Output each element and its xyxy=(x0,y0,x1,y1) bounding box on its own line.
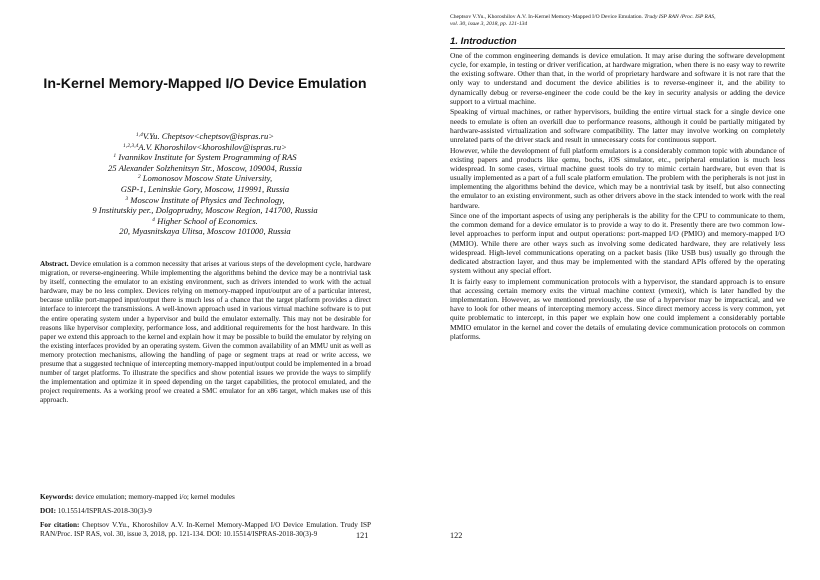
affiliation-line xyxy=(20,216,390,227)
author-superscript: 1,4 xyxy=(135,132,143,138)
affiliation-line xyxy=(20,163,390,174)
section-heading: 1. Introduction xyxy=(450,36,517,47)
affiliation-superscript: 3 xyxy=(125,195,129,202)
citation-label: For citation: xyxy=(40,521,80,529)
affiliation-superscript: 1 xyxy=(113,153,117,160)
abstract-text: Device emulation is a common necessity that arises at various steps of the development cycle, hardware migration, or reverse-engineering. While implementing the algorithms behind the device may be a nontrivial task by itself, connecting the emulator to an existing environment, such as drivers intended to work with the actual hardware, may be no less complex. Devices relying on memory-mapped input/output are of a particular interest, because unlike port-mapped input/output there is much less of a chance that the target platform provides a direct interface to intercept the transmissions. A well-known approach used in various virtual machine software is to put the entire operating system under a hypervisor and build the emulator externally. This may not be desirable for reasons like hypervisor complexity, performance loss, and additional requirements for the host hardware. In this paper we extend this approach to the kernel and explain how it may be possible to build the emulator by relying on the existing interfaces provided by an operating system. Given the common availability of an MMU unit as well as memory protection mechanisms, allowing the handling of page or segment traps at read or write access, we presume that a suggested technique of intercepting memory-mapped input/output could be implemented in a broad number of target platforms. To illustrate the specifics and show potential issues we provide the ways to simplify the implementation and optimize it in speed depending on the target capabilities, the protocol emulated, and the project requirements. As a working proof we created a SMC emulator for an x86 target, which makes use of this approach. xyxy=(40,260,372,405)
author-name: V.Yu. Cheptsov<cheptsov@ispras.ru> xyxy=(142,131,275,141)
author-line xyxy=(20,142,390,153)
keywords-label: Keywords: xyxy=(40,493,74,501)
abstract-label: Abstract. xyxy=(40,260,69,268)
affiliation-text: Ivannikov Institute for System Programming of RAS xyxy=(118,152,297,163)
affiliation-line xyxy=(20,152,390,163)
abstract xyxy=(40,260,371,406)
paper-title: In-Kernel Memory-Mapped I/O Device Emulation xyxy=(43,76,367,92)
paragraph: However, while the development of full platform emulators is a considerably common topic with abundance of existing papers and products like qemu, bochs, iOS simulator, etc., peripheral emulation is much less widespread. In some cases, virtual machine guest tools do try to mimic certain hardware, but even that is usually implemented as a part of a full scale platform emulation. The problem with the peripherals is not just in implementing the algorithms behind the device, which may be a nontrivial task by itself, but also connecting the emulator to an existing environment, such as other drivers above in the stack intended to work with the real hardware. xyxy=(450,145,785,210)
page-number: 122 xyxy=(450,531,463,540)
affiliation-superscript: 4 xyxy=(152,216,155,223)
affiliation-line xyxy=(20,195,390,206)
affiliation-text: Higher School of Economics. xyxy=(157,215,258,226)
page-number: 121 xyxy=(356,531,369,540)
affiliation-text: 20, Myasnitskaya Ulitsa, Moscow 101000, Russia xyxy=(119,226,291,237)
paragraph: It is fairly easy to implement communication protocols with a hypervisor, the standard approach is to ensure that accessing certain memory exits the virtual machine context (vmexit), which is later handled by the implementation. However, as we mentioned previously, the use of a hypervisor may be impractical, and we have to look for other means of intercepting memory access. Since direct memory access is very common, yet quite problematic to intercept, in this paper we explain how one could implement a considerably portable MMIO emulator in the kernel and cover the details of emulating device communication protocols on common platforms. xyxy=(450,276,785,341)
running-head-text: Cheptsov V.Yu., Khoroshilov A.V. In-Kernel Memory-Mapped I/O Device Emulation. xyxy=(450,14,643,20)
paragraph: Since one of the important aspects of using any peripherals is the ability for the CPU to communicate to them, the common demand for a device emulator is to provide a way to do it. Presently there are two common low-level approaches to perform input and output operations: port-mapped I/O (PMIO) and memory-mapped I/O (MMIO). While there are other ways such as involving some dedicated hardware, they are relatively less widespread. High-level communications operating on a packet basis (like USB bus) usually go through the dedicated abstraction layer, and thus may be implemented with the standard APIs offered by the operating system without any special effort. xyxy=(450,211,785,276)
doi-label: DOI: xyxy=(40,507,56,515)
right-page xyxy=(410,0,820,580)
affiliation-text: GSP-1, Leninskie Gory, Moscow, 119991, Russia xyxy=(120,183,290,194)
affiliation-line xyxy=(20,205,390,216)
affiliation-line xyxy=(20,184,390,195)
doi-text: 10.15514/ISPRAS-2018-30(3)-9 xyxy=(57,507,152,515)
doi xyxy=(40,507,371,516)
affiliation-line xyxy=(20,226,390,237)
affiliation-text: Moscow Institute of Physics and Technology, xyxy=(130,194,285,205)
running-head xyxy=(450,14,785,28)
keywords-text: device emulation; memory-mapped i/o; kernel modules xyxy=(75,493,235,501)
body-text xyxy=(450,51,785,342)
keywords xyxy=(40,493,371,502)
running-head-volume: vol. 30, issue 3, 2018, pp. 121-134 xyxy=(450,21,528,27)
affiliation-superscript: 2 xyxy=(137,174,141,181)
affiliation-line xyxy=(20,173,390,184)
heading-rule xyxy=(450,48,785,49)
author-name: A.V. Khoroshilov<khoroshilov@ispras.ru> xyxy=(138,141,287,152)
affiliation-text: 9 Institutskiy per., Dolgoprudny, Moscow Region, 141700, Russia xyxy=(92,205,318,216)
citation xyxy=(40,521,371,539)
author-block xyxy=(20,131,390,237)
paragraph: One of the common engineering demands is device emulation. It may arise during the software development cycle, for example, in testing or driver verification, at hardware migration, when there is no easy way to rewrite the existing software. Other than that, in the world of proprietary hardware and software it is not rare that the only way to understand and document the device abilities is to reverse-engineer it, and the ability to dynamically debug or reverse-engineer the code could be the key in security analysis or adding the device support to a virtual machine. xyxy=(450,51,785,106)
affiliation-text: Lomonosov Moscow State University, xyxy=(142,173,273,184)
paragraph: Speaking of virtual machines, or rather hypervisors, building the entire virtual stack for a single device one needs to emulate is often an overkill due to performance reasons, although it could be partially mitigated by hardware-assisted virtualization and software compatibility. The latter may involve working on completely unrelated parts of the driver stack and result in unnecessary costs for continuous support. xyxy=(450,107,785,144)
author-line xyxy=(20,131,390,142)
citation-text: Cheptsov V.Yu., Khoroshilov A.V. In-Kernel Memory-Mapped I/O Device Emulation. Trudy ISP RAN/Proc. ISP RAS, vol. 30, issue 3, 2018, pp. 121-134. DOI: 10.15514/ISPRAS-2018-30(3)-9 xyxy=(40,521,372,539)
author-superscript: 1,2,3,4 xyxy=(123,142,139,149)
affiliation-text: 25 Alexander Solzhenitsyn Str., Moscow, 109004, Russia xyxy=(108,162,302,173)
running-head-journal: Trudy ISP RAN /Proc. ISP RAS, xyxy=(644,14,716,20)
